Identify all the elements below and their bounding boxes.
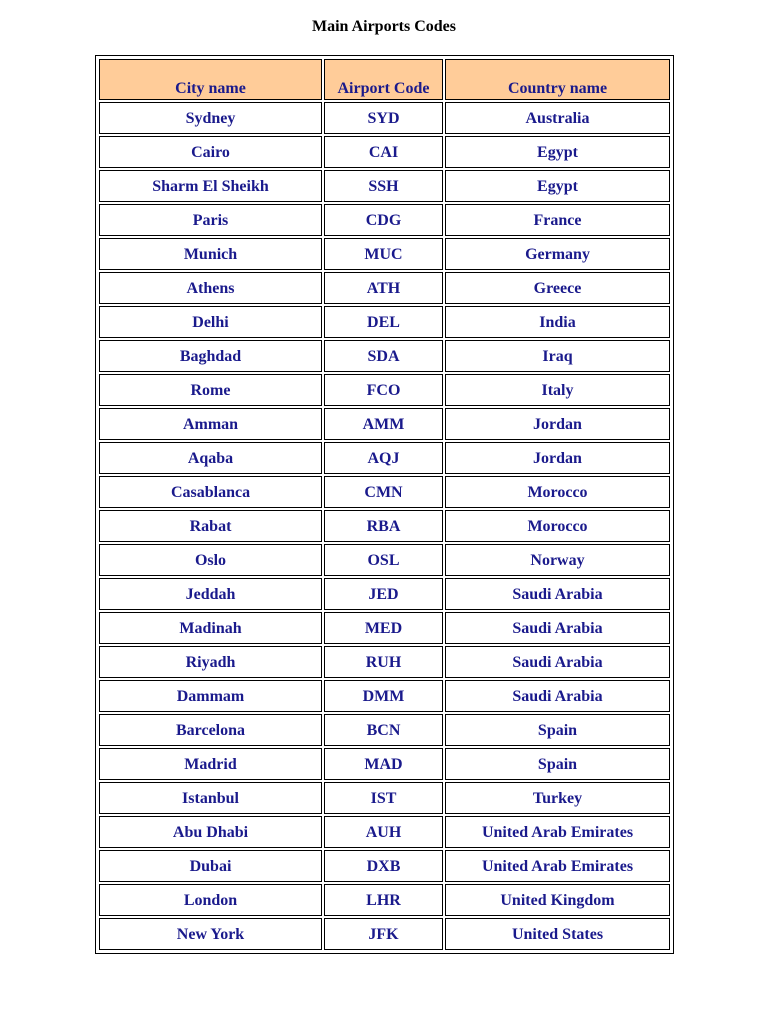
airport-code-cell: CMN xyxy=(324,476,443,508)
table-row xyxy=(99,136,670,168)
airport-code-cell: DXB xyxy=(324,850,443,882)
city-cell: Dammam xyxy=(99,680,322,712)
table-row xyxy=(99,510,670,542)
city-cell: Baghdad xyxy=(99,340,322,372)
table-row xyxy=(99,544,670,576)
country-cell: Saudi Arabia xyxy=(445,578,670,610)
country-cell: United Arab Emirates xyxy=(445,816,670,848)
country-cell: Morocco xyxy=(445,476,670,508)
city-cell: Dubai xyxy=(99,850,322,882)
country-cell: Iraq xyxy=(445,340,670,372)
column-header-country: Country name xyxy=(445,59,670,100)
table-header-row xyxy=(99,59,670,100)
airport-code-cell: AQJ xyxy=(324,442,443,474)
column-header-city: City name xyxy=(99,59,322,100)
airport-code-cell: OSL xyxy=(324,544,443,576)
city-cell: Sydney xyxy=(99,102,322,134)
city-cell: Paris xyxy=(99,204,322,236)
country-cell: India xyxy=(445,306,670,338)
table-row xyxy=(99,816,670,848)
airport-code-cell: RBA xyxy=(324,510,443,542)
airport-code-cell: BCN xyxy=(324,714,443,746)
city-cell: Athens xyxy=(99,272,322,304)
city-cell: Delhi xyxy=(99,306,322,338)
airport-code-cell: AUH xyxy=(324,816,443,848)
airport-code-cell: RUH xyxy=(324,646,443,678)
city-cell: Madinah xyxy=(99,612,322,644)
table-row xyxy=(99,102,670,134)
table-row xyxy=(99,714,670,746)
table-row xyxy=(99,340,670,372)
table-row xyxy=(99,476,670,508)
airport-code-cell: CAI xyxy=(324,136,443,168)
country-cell: Jordan xyxy=(445,408,670,440)
airport-code-cell: DEL xyxy=(324,306,443,338)
country-cell: Italy xyxy=(445,374,670,406)
city-cell: Riyadh xyxy=(99,646,322,678)
city-cell: Cairo xyxy=(99,136,322,168)
airport-code-cell: JFK xyxy=(324,918,443,950)
country-cell: Spain xyxy=(445,714,670,746)
city-cell: Rome xyxy=(99,374,322,406)
table-row xyxy=(99,748,670,780)
city-cell: Madrid xyxy=(99,748,322,780)
table-row xyxy=(99,272,670,304)
table-row xyxy=(99,612,670,644)
country-cell: Australia xyxy=(445,102,670,134)
country-cell: Saudi Arabia xyxy=(445,646,670,678)
table-row xyxy=(99,646,670,678)
table-row xyxy=(99,238,670,270)
city-cell: New York xyxy=(99,918,322,950)
table-row xyxy=(99,306,670,338)
airports-table xyxy=(97,57,672,952)
country-cell: Spain xyxy=(445,748,670,780)
airport-code-cell: IST xyxy=(324,782,443,814)
country-cell: Greece xyxy=(445,272,670,304)
table-row xyxy=(99,918,670,950)
city-cell: Istanbul xyxy=(99,782,322,814)
airports-table-frame xyxy=(95,55,674,954)
city-cell: Casablanca xyxy=(99,476,322,508)
airport-code-cell: JED xyxy=(324,578,443,610)
country-cell: France xyxy=(445,204,670,236)
country-cell: Norway xyxy=(445,544,670,576)
airport-code-cell: MAD xyxy=(324,748,443,780)
table-body xyxy=(99,102,670,950)
table-row xyxy=(99,884,670,916)
table-row xyxy=(99,680,670,712)
table-row xyxy=(99,578,670,610)
airport-code-cell: ATH xyxy=(324,272,443,304)
table-row xyxy=(99,204,670,236)
country-cell: United States xyxy=(445,918,670,950)
page-title: Main Airports Codes xyxy=(312,18,456,35)
airport-code-cell: CDG xyxy=(324,204,443,236)
city-cell: Oslo xyxy=(99,544,322,576)
country-cell: Germany xyxy=(445,238,670,270)
city-cell: Abu Dhabi xyxy=(99,816,322,848)
airport-code-cell: SSH xyxy=(324,170,443,202)
city-cell: Aqaba xyxy=(99,442,322,474)
country-cell: Saudi Arabia xyxy=(445,612,670,644)
city-cell: Barcelona xyxy=(99,714,322,746)
city-cell: Rabat xyxy=(99,510,322,542)
airport-code-cell: DMM xyxy=(324,680,443,712)
city-cell: Jeddah xyxy=(99,578,322,610)
country-cell: Egypt xyxy=(445,170,670,202)
table-row xyxy=(99,442,670,474)
table-row xyxy=(99,408,670,440)
city-cell: London xyxy=(99,884,322,916)
column-header-airport-code: Airport Code xyxy=(324,59,443,100)
airport-code-cell: MED xyxy=(324,612,443,644)
country-cell: Egypt xyxy=(445,136,670,168)
country-cell: United Kingdom xyxy=(445,884,670,916)
country-cell: Jordan xyxy=(445,442,670,474)
airport-code-cell: SYD xyxy=(324,102,443,134)
airport-code-cell: AMM xyxy=(324,408,443,440)
table-row xyxy=(99,782,670,814)
country-cell: Saudi Arabia xyxy=(445,680,670,712)
table-row xyxy=(99,850,670,882)
airport-code-cell: MUC xyxy=(324,238,443,270)
airport-code-cell: LHR xyxy=(324,884,443,916)
country-cell: United Arab Emirates xyxy=(445,850,670,882)
city-cell: Munich xyxy=(99,238,322,270)
city-cell: Sharm El Sheikh xyxy=(99,170,322,202)
country-cell: Turkey xyxy=(445,782,670,814)
table-row xyxy=(99,170,670,202)
city-cell: Amman xyxy=(99,408,322,440)
airport-code-cell: FCO xyxy=(324,374,443,406)
country-cell: Morocco xyxy=(445,510,670,542)
airport-code-cell: SDA xyxy=(324,340,443,372)
table-row xyxy=(99,374,670,406)
